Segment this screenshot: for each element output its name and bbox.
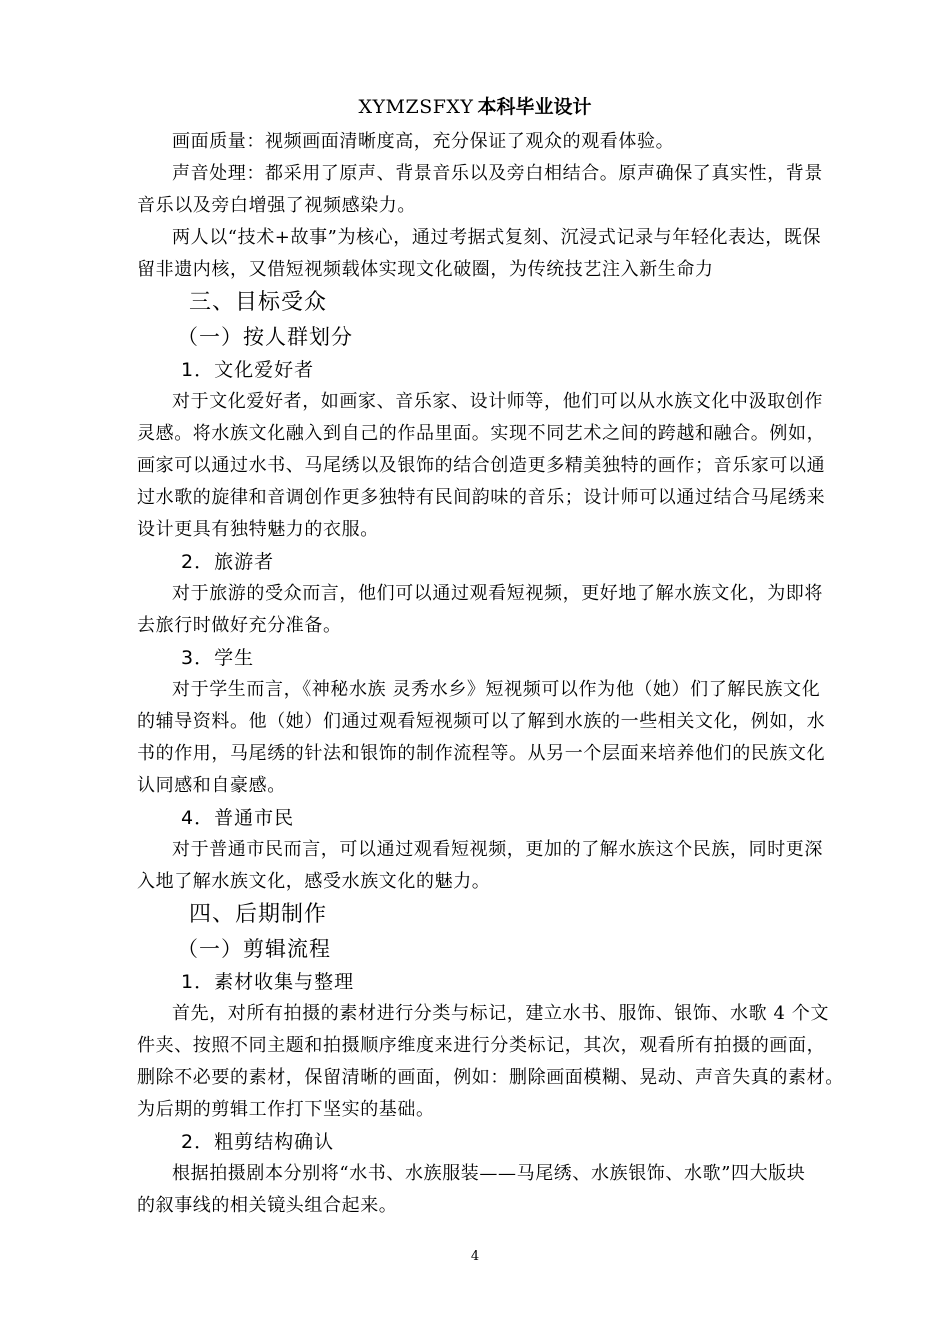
paragraph-line: 画家可以通过水书、马尾绣以及银饰的结合创造更多精美独特的画作；音乐家可以通 (137, 455, 826, 476)
paragraph-line: 设计更具有独特魅力的衣服。 (137, 519, 379, 540)
header-title: 本科毕业设计 (477, 96, 592, 118)
paragraph-line: 画面质量：视频画面清晰度高，充分保证了观众的观看体验。 (172, 131, 675, 152)
paragraph-line: 声音处理：都采用了原声、背景音乐以及旁白相结合。原声确保了真实性，背景 (172, 163, 823, 184)
paragraph-line: 件夹、按照不同主题和拍摄顺序维度来进行分类标记，其次，观看所有拍摄的画面， (137, 1035, 826, 1056)
paragraph-line: 的辅导资料。他（她）们通过观看短视频可以了解到水族的一些相关文化，例如，水 (137, 711, 826, 732)
section-heading: 四、后期制作 (189, 902, 328, 927)
item-heading: 2．旅游者 (181, 551, 275, 573)
page-number: 4 (470, 1249, 480, 1264)
paragraph-line: 留非遗内核，又借短视频载体实现文化破圈，为传统技艺注入新生命力 (137, 259, 714, 280)
body-content (137, 126, 870, 1222)
paragraph-line: 对于旅游的受众而言，他们可以通过观看短视频，更好地了解水族文化，为即将 (172, 583, 823, 604)
paragraph-line: 对于文化爱好者，如画家、音乐家、设计师等，他们可以从水族文化中汲取创作 (172, 391, 823, 412)
paragraph-line: 根据拍摄剧本分别将“水书、水族服装——马尾绣、水族银饰、水歌”四大版块 (172, 1163, 806, 1184)
subsection-heading: （一）按人群划分 (177, 325, 353, 349)
paragraph-line: 过水歌的旋律和音调创作更多独特有民间韵味的音乐；设计师可以通过结合马尾绣来 (137, 487, 826, 508)
item-heading: 1．素材收集与整理 (181, 971, 355, 993)
paragraph-line: 认同感和自豪感。 (137, 775, 286, 796)
paragraph-line: 首先，对所有拍摄的素材进行分类与标记，建立水书、服饰、银饰、水歌 4 个文 (172, 1003, 830, 1024)
paragraph-line: 书的作用，马尾绣的针法和银饰的制作流程等。从另一个层面来培养他们的民族文化 (137, 743, 826, 764)
paragraph-line: 对于普通市民而言，可以通过观看短视频，更加的了解水族这个民族，同时更深 (172, 839, 823, 860)
item-heading: 3．学生 (181, 647, 255, 669)
subsection-heading: （一）剪辑流程 (177, 937, 331, 961)
paragraph-line: 的叙事线的相关镜头组合起来。 (137, 1195, 398, 1216)
paragraph-line: 两人以“技术+故事”为核心，通过考据式复刻、沉浸式记录与年轻化表达，既保 (172, 227, 822, 248)
page-header (0, 94, 950, 120)
item-heading: 1．文化爱好者 (181, 359, 315, 381)
paragraph-line: 音乐以及旁白增强了视频感染力。 (137, 195, 416, 216)
paragraph-line: 灵感。将水族文化融入到自己的作品里面。实现不同艺术之间的跨越和融合。例如， (137, 423, 826, 444)
paragraph-line: 去旅行时做好充分准备。 (137, 615, 342, 636)
paragraph-line: 为后期的剪辑工作打下坚实的基础。 (137, 1099, 435, 1120)
section-heading: 三、目标受众 (189, 290, 328, 315)
paragraph-line: 删除不必要的素材，保留清晰的画面，例如：删除画面模糊、晃动、声音失真的素材。 (137, 1067, 844, 1088)
paragraph-line: 对于学生而言，《神秘水族 灵秀水乡》短视频可以作为他（她）们了解民族文化 (172, 679, 821, 700)
item-heading: 2．粗剪结构确认 (181, 1131, 335, 1153)
item-heading: 4．普通市民 (181, 807, 295, 829)
paragraph-line: 入地了解水族文化，感受水族文化的魅力。 (137, 871, 491, 892)
header-code: XYMZSFXY (358, 96, 474, 118)
